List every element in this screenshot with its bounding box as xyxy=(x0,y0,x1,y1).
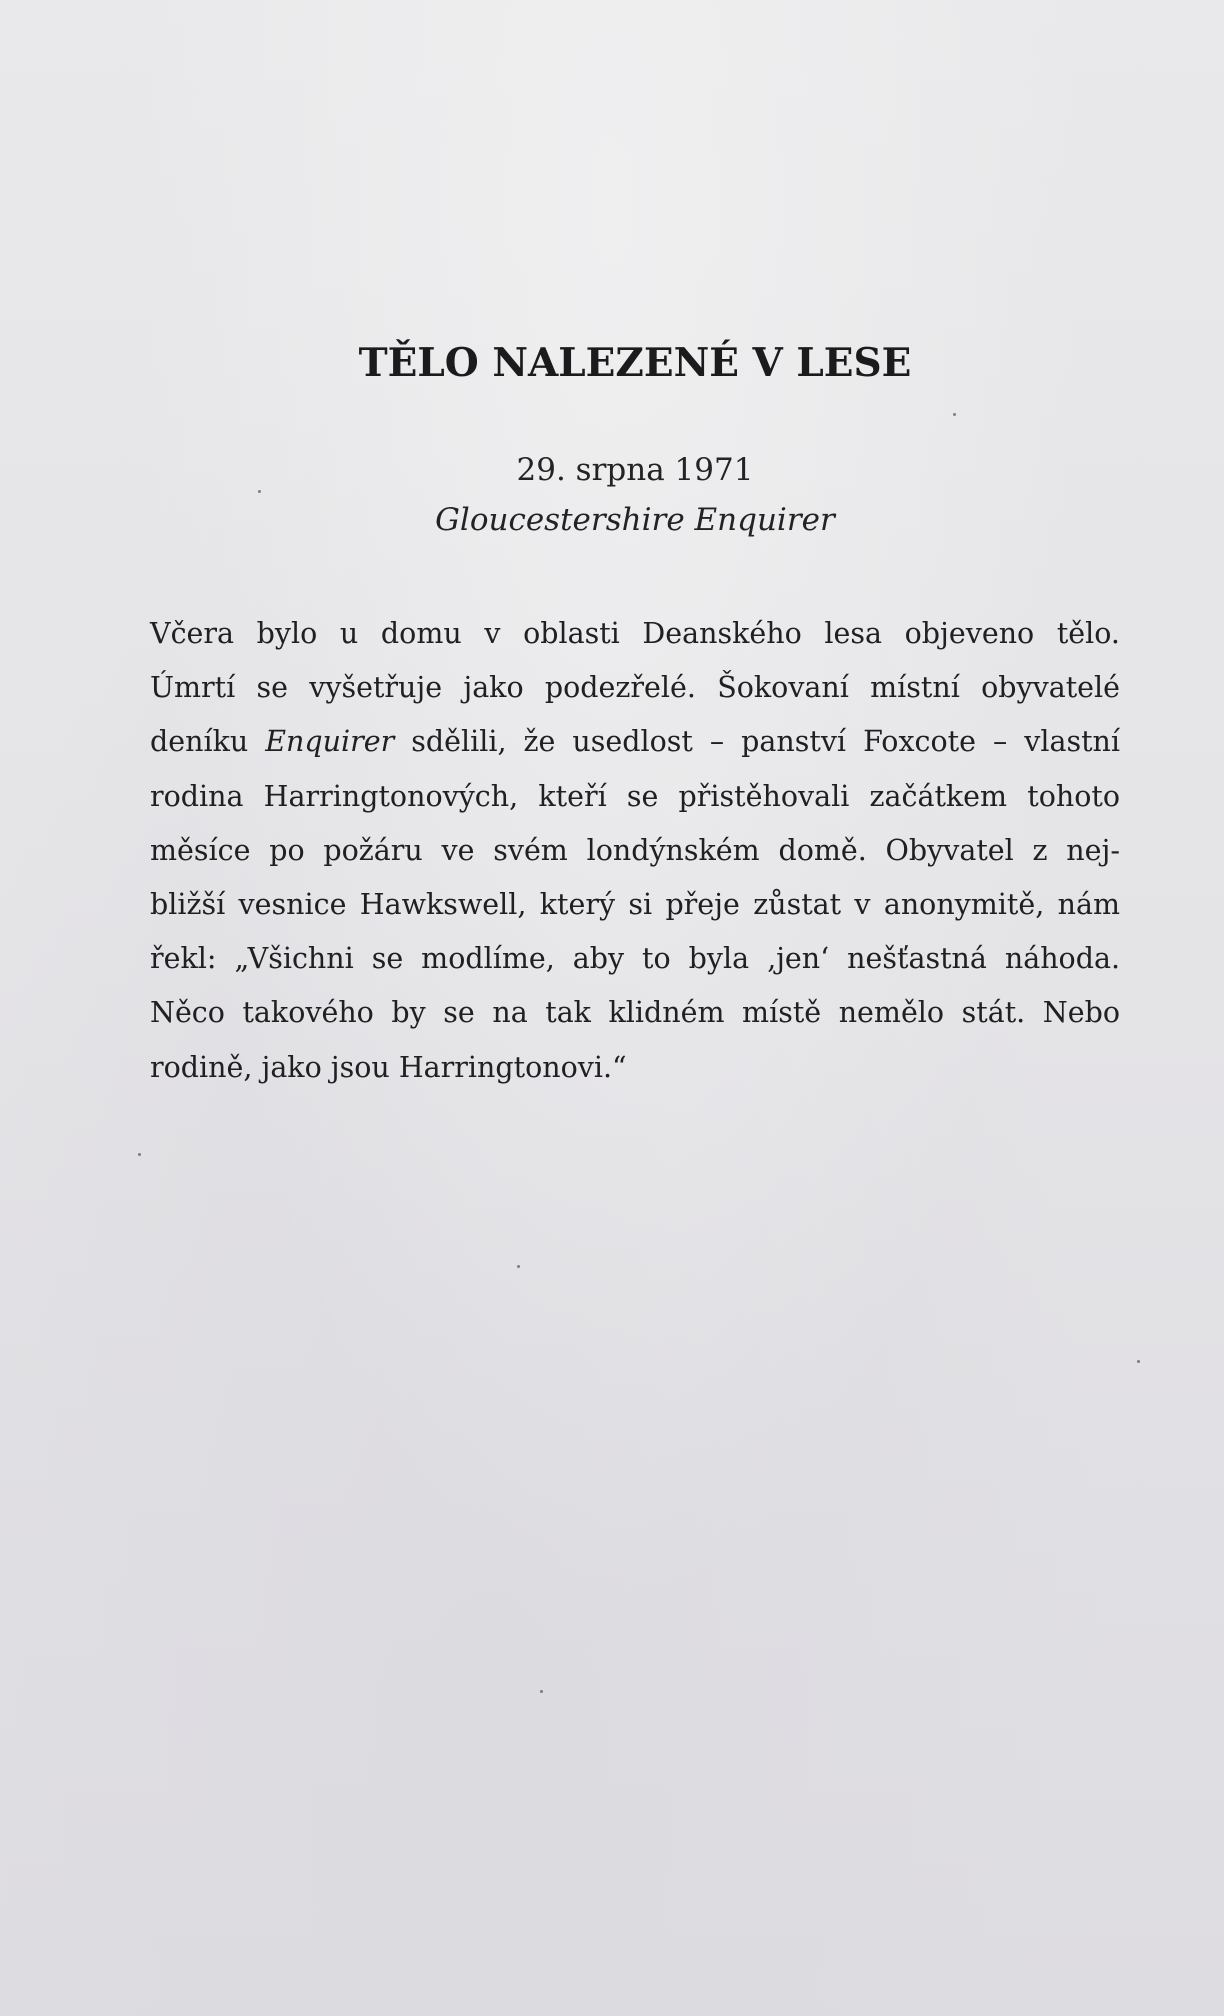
paper-speck xyxy=(517,1265,520,1268)
text-segment: Včera bylo u domu v oblasti Deanského lesa objeveno tělo. xyxy=(150,617,1120,650)
chapter-heading: TĚLO NALEZENÉ V LESE xyxy=(358,340,912,386)
body-line xyxy=(150,1041,1120,1095)
body-line xyxy=(150,715,1120,769)
text-segment: rodina Harringtonových, kteří se přistěhovali začátkem tohoto xyxy=(150,779,1120,813)
text-segment: měsíce po požáru ve svém londýnském domě. Obyvatel z nej- xyxy=(150,833,1120,867)
text-segment: rodině, jako jsou Harringtonovi.“ xyxy=(150,1050,627,1084)
body-line xyxy=(150,607,1120,661)
body-line xyxy=(150,932,1120,986)
paper-speck xyxy=(540,1690,543,1693)
text-segment: sdělili, že usedlost – panství Foxcote – vlastní xyxy=(394,725,1120,759)
paper-speck xyxy=(1137,1360,1140,1363)
text-segment: Úmrtí se vyšetřuje jako podezřelé. Šokovaní místní obyvatelé xyxy=(150,671,1120,705)
body-line xyxy=(150,661,1120,715)
italic-title: Enquirer xyxy=(265,725,395,759)
text-segment: deníku xyxy=(150,725,266,759)
paper-speck xyxy=(258,490,261,493)
body-line xyxy=(150,878,1120,932)
article-source: Gloucestershire Enquirer xyxy=(435,502,835,538)
text-segment: řekl: „Všichni se modlíme, aby to byla ‚jen‘ nešťastná náhoda. xyxy=(150,942,1120,976)
article-date: 29. srpna 1971 xyxy=(516,452,754,488)
paper-speck xyxy=(953,413,956,416)
text-segment: bližší vesnice Hawkswell, který si přeje zůstat v anonymitě, nám xyxy=(150,888,1120,922)
body-line xyxy=(150,770,1120,824)
body-line xyxy=(150,824,1120,878)
paper-speck xyxy=(138,1153,141,1156)
body-line xyxy=(150,986,1120,1040)
text-segment: Něco takového by se na tak klidném místě nemělo stát. Nebo xyxy=(150,996,1120,1030)
article-body xyxy=(150,607,1120,1095)
